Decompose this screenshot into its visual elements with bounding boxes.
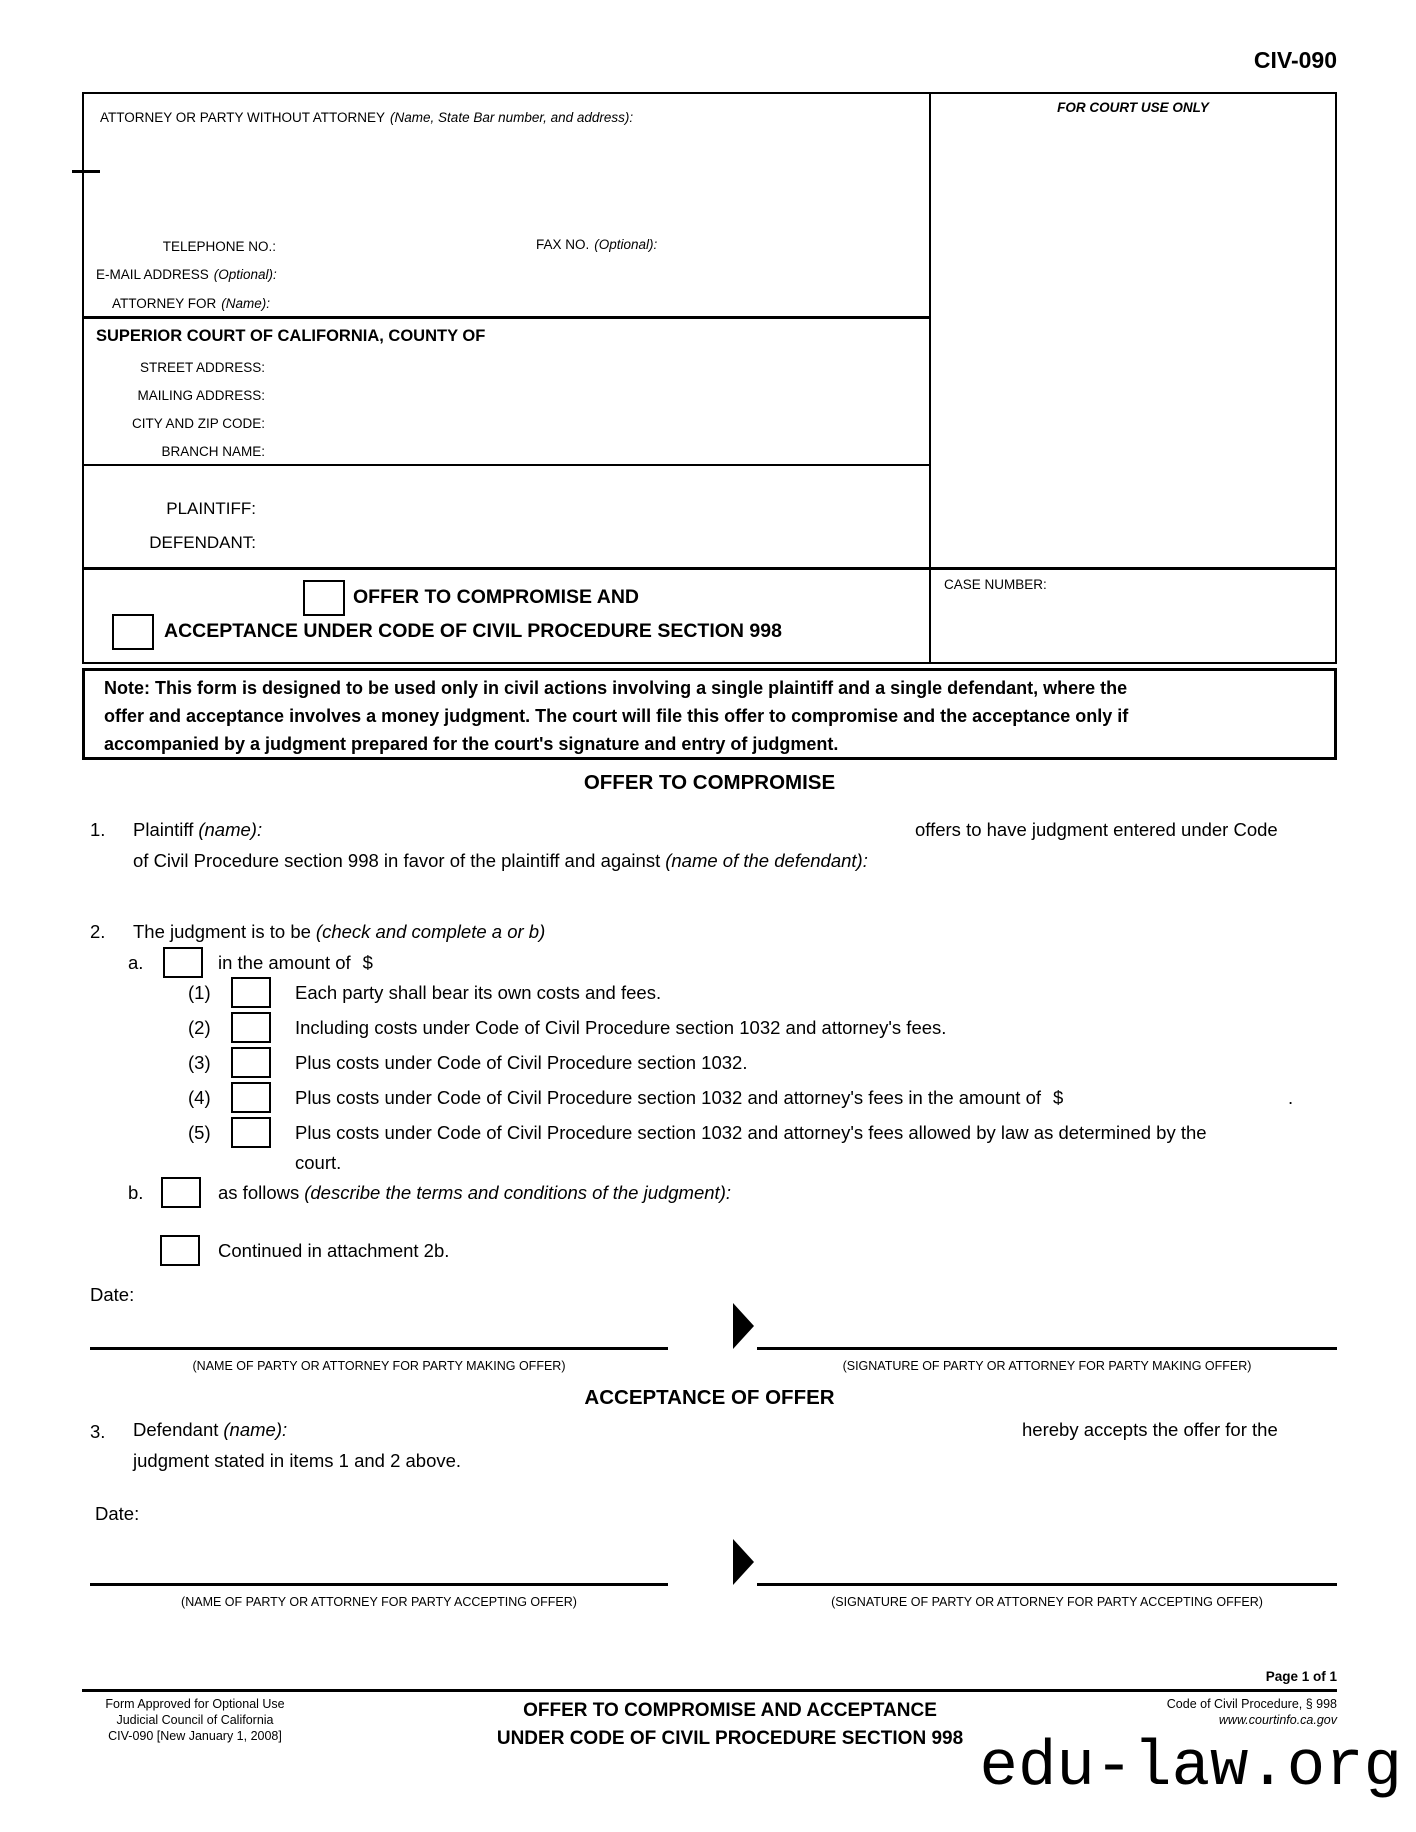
subitem2-checkbox[interactable] [231,1012,271,1043]
city-zip-label: CITY AND ZIP CODE: [131,416,265,431]
offer-signature-caption: (SIGNATURE OF PARTY OR ATTORNEY FOR PARTY MAKING OFFER) [842,1359,1252,1373]
footer-rule [82,1689,1337,1692]
acceptance-name-line[interactable] [90,1583,668,1586]
footer-approved-line2: Judicial Council of California [116,1713,274,1727]
item1-right-text: offers to have judgment entered under Code [915,819,1278,840]
subitem2-number: (2) [188,1017,211,1038]
footer-code-reference: Code of Civil Procedure, § 998 [1166,1697,1337,1711]
footer-title-line2: UNDER CODE OF CIVIL PROCEDURE SECTION 998 [496,1728,964,1749]
item2-number: 2. [90,921,106,942]
form-title-line2: ACCEPTANCE UNDER CODE OF CIVIL PROCEDURE SECTION 998 [164,620,782,642]
plaintiff-label: PLAINTIFF: [166,499,256,518]
mailing-address-label: MAILING ADDRESS: [137,388,265,403]
item3-right-text: hereby accepts the offer for the [1022,1419,1278,1440]
subitem4-number: (4) [188,1087,211,1108]
divider-title-section [82,567,1337,570]
email-label: E-MAIL ADDRESS (Optional): [96,267,277,282]
defendant-label: DEFENDANT: [149,533,256,552]
item3-line2: judgment stated in items 1 and 2 above. [133,1450,462,1471]
item3-number: 3. [90,1421,106,1442]
attorney-for-label: ATTORNEY FOR (Name): [112,296,271,311]
subitem3-checkbox[interactable] [231,1047,271,1078]
subitem5-text: Plus costs under Code of Civil Procedure section 1032 and attorney's fees allowed by law as determined by the [295,1122,1207,1143]
footer-form-revision: CIV-090 [New January 1, 2008] [108,1729,282,1743]
margin-dash [72,170,100,173]
item2b-checkbox[interactable] [161,1177,201,1208]
acceptance-signature-line[interactable] [757,1583,1337,1586]
edu-law-watermark: edu-law.org [979,1732,1402,1804]
acceptance-title-checkbox[interactable] [112,614,154,650]
header-box [82,92,1337,664]
footer-title-line1: OFFER TO COMPROMISE AND ACCEPTANCE [523,1700,937,1721]
signature-arrow-icon [733,1539,754,1585]
subitem5-text-line2: court. [295,1152,342,1173]
subitem2-text: Including costs under Code of Civil Procedure section 1032 and attorney's fees. [295,1017,947,1038]
item2b-text: as follows (describe the terms and conditions of the judgment): [218,1182,731,1203]
item1-number: 1. [90,819,106,840]
footer-courtinfo-url: www.courtinfo.ca.gov [1218,1713,1337,1727]
header-column-divider [929,92,931,664]
item2a-checkbox[interactable] [163,947,203,978]
subitem5-number: (5) [188,1122,211,1143]
item1-text: Plaintiff (name): [133,819,263,840]
divider-court-section [82,316,929,319]
note-line1: Note: This form is designed to be used only in civil actions involving a single plaintiff and a single defendant, where the [104,678,1128,698]
note-line2: offer and acceptance involves a money judgment. The court will file this offer to compromise and the acceptance only if [104,706,1129,726]
subitem1-text: Each party shall bear its own costs and fees. [295,982,662,1003]
offer-name-line[interactable] [90,1347,668,1350]
fax-label: FAX NO. (Optional): [536,237,658,252]
item2a-text: in the amount of $ [218,952,373,973]
item2b-label: b. [128,1182,144,1203]
case-number-label: CASE NUMBER: [944,577,1047,592]
subitem5-checkbox[interactable] [231,1117,271,1148]
subitem3-number: (3) [188,1052,211,1073]
form-code: CIV-090 [1253,47,1337,73]
subitem1-checkbox[interactable] [231,977,271,1008]
subitem4-text: Plus costs under Code of Civil Procedure section 1032 and attorney's fees in the amount of $ [295,1087,1064,1108]
continued-checkbox[interactable] [160,1235,200,1266]
acceptance-name-caption: (NAME OF PARTY OR ATTORNEY FOR PARTY ACCEPTING OFFER) [181,1595,577,1609]
subitem4-period: . [1288,1087,1294,1108]
subitem3-text: Plus costs under Code of Civil Procedure section 1032. [295,1052,748,1073]
acceptance-signature-caption: (SIGNATURE OF PARTY OR ATTORNEY FOR PARTY ACCEPTING OFFER) [831,1595,1263,1609]
offer-heading: OFFER TO COMPROMISE [583,771,836,794]
acceptance-date-label: Date: [95,1503,140,1524]
item1-line2: of Civil Procedure section 998 in favor of the plaintiff and against (name of the defendant): [133,850,868,871]
note-line3: accompanied by a judgment prepared for the court's signature and entry of judgment. [104,734,839,754]
telephone-label: TELEPHONE NO.: [162,239,276,254]
street-address-label: STREET ADDRESS: [139,360,265,375]
footer-approved-line1: Form Approved for Optional Use [105,1697,285,1711]
continued-text: Continued in attachment 2b. [218,1240,450,1261]
form-title-line1: OFFER TO COMPROMISE AND [353,586,640,608]
item3-text: Defendant (name): [133,1419,288,1440]
item2a-label: a. [128,952,144,973]
signature-arrow-icon [733,1303,754,1349]
offer-date-label: Date: [90,1284,135,1305]
offer-signature-line[interactable] [757,1347,1337,1350]
attorney-label: ATTORNEY OR PARTY WITHOUT ATTORNEY (Name, State Bar number, and address): [100,110,634,125]
page-indicator: Page 1 of 1 [1265,1669,1337,1684]
item2-text: The judgment is to be (check and complete a or b) [133,921,546,942]
offer-title-checkbox[interactable] [303,580,345,616]
for-court-use-label: FOR COURT USE ONLY [1057,100,1209,115]
offer-name-caption: (NAME OF PARTY OR ATTORNEY FOR PARTY MAKING OFFER) [192,1359,566,1373]
divider-parties-section [82,464,929,466]
acceptance-heading: ACCEPTANCE OF OFFER [584,1386,835,1409]
subitem1-number: (1) [188,982,211,1003]
court-title: SUPERIOR COURT OF CALIFORNIA, COUNTY OF [96,327,486,345]
branch-name-label: BRANCH NAME: [161,444,265,459]
subitem4-checkbox[interactable] [231,1082,271,1113]
